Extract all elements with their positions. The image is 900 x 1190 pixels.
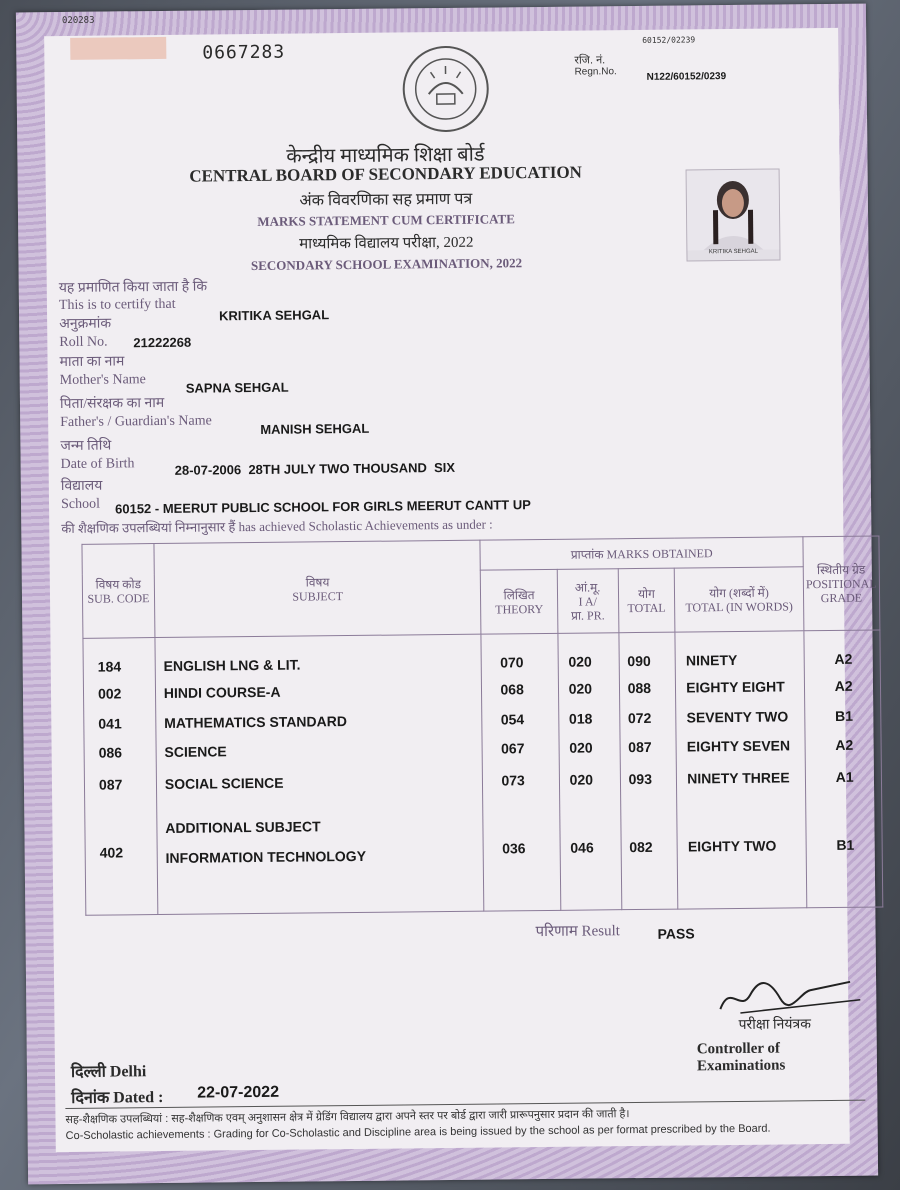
table-cell-theory: 073: [501, 772, 525, 789]
col-header-total-en: TOTAL: [627, 600, 666, 615]
school-label: School: [60, 496, 101, 513]
header-cert: MARKS STATEMENT CUM CERTIFICATE: [257, 211, 515, 229]
table-cell-code: 002: [97, 685, 122, 702]
table-cell-theory: 068: [500, 681, 524, 698]
table-cell-total: 087: [628, 738, 652, 756]
controller-label-hi: परीक्षा नियंत्रक: [738, 1017, 812, 1033]
marks-table: [81, 535, 883, 915]
date-of-birth: 28-07-2006 28TH JULY TWO THOUSAND SIX: [174, 459, 456, 478]
student-name: KRITIKA SEHGAL: [218, 307, 330, 324]
certificate-sheet: [16, 4, 878, 1185]
father-name: MANISH SEHGAL: [260, 420, 370, 437]
table-cell-code: 086: [98, 744, 123, 761]
school-name: 60152 - MEERUT PUBLIC SCHOOL FOR GIRLS MEERUT CANTT UP: [115, 497, 531, 517]
table-cell-total: 090: [627, 652, 651, 670]
roll-label-hi: अनुक्रमांक: [59, 316, 112, 333]
top-right-number: 60152/02239: [642, 35, 696, 45]
col-header-ia: [557, 569, 619, 634]
certify-label-hi: यह प्रमाणित किया जाता है कि: [58, 279, 208, 297]
table-cell-grade: A2: [834, 677, 853, 694]
additional-cell-theory: 036: [502, 840, 526, 857]
certify-label: This is to certify that: [58, 296, 176, 314]
col-header-ia-en: I A/: [578, 593, 597, 609]
col-header-code-en: SUB. CODE: [87, 590, 150, 606]
school-label-hi: विद्यालय: [60, 478, 103, 495]
table-cell-total: 093: [628, 770, 653, 788]
table-cell-words: EIGHTY SEVEN: [686, 737, 791, 755]
subjects-column: [155, 634, 485, 914]
regn-label-hi: रजि. नं.: [574, 54, 606, 67]
issue-date: 22-07-2022: [197, 1083, 280, 1102]
col-header-code: [82, 544, 155, 639]
codes-column: [83, 638, 158, 916]
roll-label: Roll No.: [59, 334, 108, 351]
col-header-marks: प्राप्तांक MARKS OBTAINED: [480, 537, 803, 570]
words-column: [675, 631, 806, 909]
table-cell-total: 088: [627, 679, 652, 697]
additional-cell-code: 402: [99, 844, 124, 861]
col-header-subject-hi: विषय: [305, 574, 330, 589]
table-cell-theory: 067: [501, 740, 525, 757]
col-header-ia-hi: आं.मू.: [574, 579, 601, 595]
col-header-theory-en: THEORY: [495, 601, 544, 616]
table-cell-theory: 054: [500, 711, 525, 728]
col-header-grade-en: POSITIONAL GRADE: [805, 576, 877, 605]
regn-number: N122/60152/0239: [646, 71, 727, 83]
col-header-theory-hi: लिखित: [503, 587, 535, 602]
table-cell-grade: B1: [834, 707, 854, 724]
table-cell-words: EIGHTY EIGHT: [686, 678, 785, 696]
table-cell-words: SEVENTY TWO: [686, 708, 789, 726]
mother-name: SAPNA SEHGAL: [185, 379, 289, 396]
table-cell-grade: A1: [835, 768, 854, 785]
col-header-words-hi: योग (शब्दों में): [709, 585, 769, 600]
controller-label: Controller of Examinations: [696, 1040, 786, 1075]
table-cell-ia: 018: [568, 710, 593, 727]
col-header-grade-hi: स्थितीय ग्रेड: [816, 562, 866, 577]
table-cell-subject: MATHEMATICS STANDARD: [164, 713, 348, 731]
header-exam: SECONDARY SCHOOL EXAMINATION, 2022: [250, 255, 523, 274]
col-header-subject: [154, 540, 482, 637]
col-header-total: [618, 568, 675, 633]
father-label-hi: पिता/संरक्षक का नाम: [59, 395, 165, 413]
photo-caption: KRITIKA SEHGAL: [708, 248, 758, 256]
dob-label: Date of Birth: [60, 456, 135, 473]
header-board: CENTRAL BOARD OF SECONDARY EDUCATION: [189, 162, 583, 186]
table-cell-code: 184: [97, 658, 122, 675]
table-cell-code: 041: [98, 715, 122, 732]
table-cell-ia: 020: [569, 739, 593, 756]
theory-column: [481, 633, 560, 911]
table-cell-words: NINETY THREE: [687, 769, 790, 787]
total-column: [619, 632, 679, 910]
col-header-grade: [803, 536, 880, 631]
col-header-theory: [481, 569, 558, 634]
father-label: Father's / Guardian's Name: [60, 413, 212, 431]
result-value: PASS: [657, 925, 695, 942]
col-header-total-hi: योग: [637, 586, 655, 601]
redacted-stamp: [70, 37, 166, 60]
additional-subject-label: ADDITIONAL SUBJECT: [165, 818, 321, 836]
achievements-intro: की शैक्षणिक उपलब्धियां निम्नानुसार हैं has achieved Scholastic Achievements as under :: [61, 516, 493, 537]
table-cell-code: 087: [98, 776, 123, 793]
student-portrait-icon: [687, 170, 780, 251]
table-cell-subject: SOCIAL SCIENCE: [164, 774, 284, 792]
col-header-words: [674, 567, 803, 632]
additional-cell-words: EIGHTY TWO: [687, 837, 777, 855]
table-cell-total: 072: [627, 709, 652, 727]
ia-column: [558, 633, 622, 911]
mother-label: Mother's Name: [59, 372, 146, 389]
additional-cell-total: 082: [629, 838, 653, 856]
student-photo: [686, 168, 781, 261]
cbse-seal-icon: [400, 44, 491, 135]
col-header-code-hi: विषय कोड: [95, 576, 142, 592]
additional-cell-grade: B1: [836, 836, 855, 853]
col-header-words-en: TOTAL (IN WORDS): [685, 598, 793, 615]
col-header-pr: प्रा. PR.: [570, 607, 605, 623]
col-header-subject-en: SUBJECT: [292, 588, 344, 604]
dated-label: दिनांक Dated :: [71, 1088, 164, 1107]
table-cell-words: NINETY: [685, 651, 738, 669]
mother-label-hi: माता का नाम: [59, 354, 125, 371]
certificate-paper: [44, 15, 877, 1152]
dob-label-hi: जन्म तिथि: [60, 438, 112, 455]
table-cell-ia: 020: [568, 680, 593, 697]
table-cell-subject: ENGLISH LNG & LIT.: [163, 656, 301, 674]
footer-note-en: Co-Scholastic achievements : Grading for Co-Scholastic and Discipline area is being issued by the school as per format prescribed by the Board.: [65, 1122, 771, 1143]
place-en: Delhi: [109, 1063, 147, 1081]
grade-column: [804, 630, 883, 908]
result-label: परिणाम Result: [535, 923, 620, 941]
additional-cell-ia: 046: [570, 839, 594, 856]
certificate-number: 0667283: [202, 41, 286, 64]
table-cell-grade: A2: [835, 736, 854, 753]
serial-top: 020283: [61, 15, 95, 27]
header-hindi-cert: अंक विवरणिका सह प्रमाण पत्र: [299, 190, 473, 210]
header-hindi-exam: माध्यमिक विद्यालय परीक्षा, 2022: [299, 234, 474, 253]
regn-label-en: Regn.No.: [574, 66, 617, 78]
table-cell-subject: SCIENCE: [164, 743, 227, 760]
place-label: [71, 1059, 147, 1082]
table-cell-grade: A2: [834, 650, 853, 667]
table-cell-theory: 070: [500, 654, 524, 671]
roll-number: 21222268: [133, 334, 192, 351]
table-cell-subject: HINDI COURSE-A: [163, 683, 281, 701]
header-hindi-board: केन्द्रीय माध्यमिक शिक्षा बोर्ड: [286, 143, 485, 168]
footer-note-hi: सह-शैक्षणिक उपलब्धियां : सह-शैक्षणिक एवम् अनुशासन क्षेत्र में ग्रेडिंग विद्यालय द्वारा अपने स्तर पर बोर्ड द्वारा जारी प्रारूपनुसार प्रदान की जाती है।: [65, 1108, 630, 1127]
additional-cell-subject: INFORMATION TECHNOLOGY: [165, 847, 367, 866]
table-cell-ia: 020: [568, 653, 592, 670]
table-cell-ia: 020: [569, 771, 594, 788]
place-hi: दिल्ली: [70, 1063, 106, 1081]
